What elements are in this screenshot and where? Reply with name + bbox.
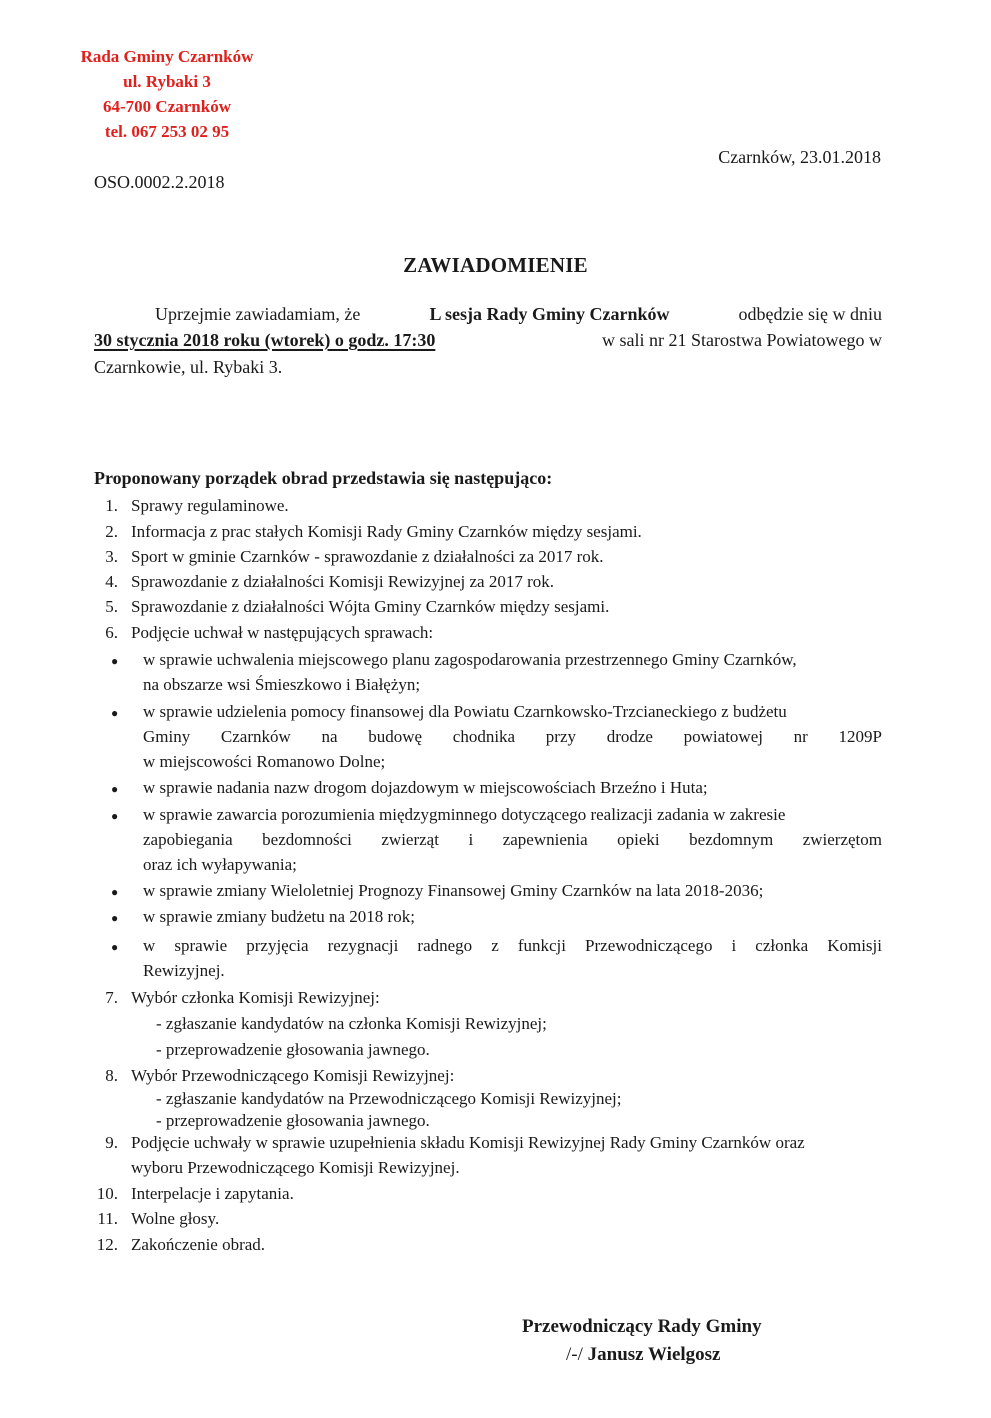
intro-line-1: [155, 304, 882, 325]
bullet-icon: ●: [111, 885, 119, 899]
item-number: 3.: [105, 547, 118, 566]
agenda-heading: Proponowany porządek obrad przedstawia się następująco:: [94, 468, 553, 488]
bullet-icon: ●: [111, 654, 119, 668]
item-text: Wolne głosy.: [131, 1209, 220, 1228]
sender-city: 64-700 Czarnków: [103, 97, 231, 116]
item-text: Wybór Przewodniczącego Komisji Rewizyjnej:: [131, 1066, 455, 1085]
item-text: Interpelacje i zapytania.: [131, 1184, 294, 1203]
bullet-line: w sprawie zmiany Wieloletniej Prognozy Finansowej Gminy Czarnków na lata 2018-2036;: [143, 881, 764, 900]
bullet-icon: ●: [111, 782, 119, 796]
item-number: 5.: [105, 597, 118, 616]
item-text: Sprawy regulaminowe.: [131, 496, 289, 515]
item-number: 7.: [105, 988, 118, 1007]
item-text: Sprawozdanie z działalności Komisji Rewizyjnej za 2017 rok.: [131, 572, 554, 591]
item-number: 8.: [105, 1066, 118, 1085]
intro-line-3: Czarnkowie, ul. Rybaki 3.: [94, 357, 283, 377]
item-number: 1.: [105, 496, 118, 515]
sub-item: - przeprowadzenie głosowania jawnego.: [156, 1040, 430, 1059]
intro-line-2: [94, 330, 882, 351]
bullet-line: w sprawie zmiany budżetu na 2018 rok;: [143, 907, 415, 926]
session-venue: w sali nr 21 Starostwa Powiatowego w: [602, 330, 882, 350]
item-number: 11.: [97, 1209, 118, 1228]
bullet-icon: ●: [111, 809, 119, 823]
signature-prefix: /-/: [566, 1344, 588, 1365]
item-number: 12.: [96, 1235, 118, 1254]
item-text: Zakończenie obrad.: [131, 1235, 266, 1254]
signature-line: [566, 1344, 720, 1366]
justified-line: Gminy Czarnków na budowę chodnika przy drodze powiatowej nr 1209P: [143, 727, 882, 746]
item-number: 2.: [105, 522, 118, 541]
item-text: Wybór członka Komisji Rewizyjnej:: [131, 988, 380, 1007]
bullet-line: w miejscowości Romanowo Dolne;: [143, 752, 386, 771]
signature-role: Przewodniczący Rady Gminy: [522, 1316, 762, 1337]
bullet-line: zapobiegania bezdomności zwierząt i zapewnienia opieki bezdomnym zwierzętom: [143, 830, 882, 849]
bullet-line: Rewizyjnej.: [143, 961, 225, 980]
item-text: Sport w gminie Czarnków - sprawozdanie z działalności za 2017 rok.: [131, 547, 604, 566]
document-title: ZAWIADOMIENIE: [403, 253, 588, 277]
place-date: Czarnków, 23.01.2018: [718, 147, 881, 167]
item-number: 6.: [105, 623, 118, 642]
bullet-line: w sprawie udzielenia pomocy finansowej dla Powiatu Czarnkowsko-Trzcianeckiego z budżetu: [143, 702, 787, 721]
item-number: 9.: [105, 1133, 118, 1152]
session-name: L sesja Rady Gminy Czarnków: [429, 304, 670, 324]
bullet-line: na obszarze wsi Śmieszkowo i Białężyn;: [143, 675, 421, 694]
sub-item: - przeprowadzenie głosowania jawnego.: [156, 1111, 430, 1130]
sub-item: - zgłaszanie kandydatów na Przewodniczącego Komisji Rewizyjnej;: [156, 1089, 622, 1108]
sender-phone: tel. 067 253 02 95: [104, 122, 230, 141]
bullet-icon: ●: [111, 706, 119, 720]
session-date-time: 30 stycznia 2018 roku (wtorek) o godz. 17:30: [94, 330, 436, 350]
item-number: 4.: [105, 572, 118, 591]
sub-item: - zgłaszanie kandydatów na członka Komisji Rewizyjnej;: [156, 1014, 547, 1033]
bullet-line: w sprawie przyjęcia rezygnacji radnego z funkcji Przewodniczącego i członka Komisji: [143, 936, 882, 955]
sender-name: Rada Gminy Czarnków: [80, 47, 254, 66]
sender-street: ul. Rybaki 3: [123, 72, 211, 91]
bullet-line: oraz ich wyłapywania;: [143, 855, 297, 874]
bullet-line: w sprawie zawarcia porozumienia międzygminnego dotyczącego realizacji zadania w zakresie: [143, 805, 786, 824]
item-text: wyboru Przewodniczącego Komisji Rewizyjnej.: [131, 1158, 460, 1177]
signature-name: Janusz Wielgosz: [587, 1344, 721, 1365]
item-text: Sprawozdanie z działalności Wójta Gminy Czarnków między sesjami.: [131, 597, 610, 616]
item-text: Podjęcie uchwały w sprawie uzupełnienia składu Komisji Rewizyjnej Rady Gminy Czarnków oraz: [131, 1133, 805, 1152]
bullet-line: w sprawie nadania nazw drogom dojazdowym w miejscowościach Brzeźno i Huta;: [143, 778, 708, 797]
item-text: Podjęcie uchwał w następujących sprawach:: [131, 623, 434, 642]
bullet-icon: ●: [111, 911, 119, 925]
intro-text-a: Uprzejmie zawiadamiam, że: [155, 304, 361, 324]
item-text: Informacja z prac stałych Komisji Rady Gminy Czarnków między sesjami.: [131, 522, 642, 541]
bullet-line: w sprawie uchwalenia miejscowego planu zagospodarowania przestrzennego Gminy Czarnków,: [143, 650, 797, 669]
intro-text-c: odbędzie się w dniu: [738, 304, 882, 324]
bullet-icon: ●: [111, 940, 119, 954]
bullet-line: [143, 727, 882, 747]
reference-number: OSO.0002.2.2018: [94, 172, 225, 192]
item-number: 10.: [96, 1184, 118, 1203]
